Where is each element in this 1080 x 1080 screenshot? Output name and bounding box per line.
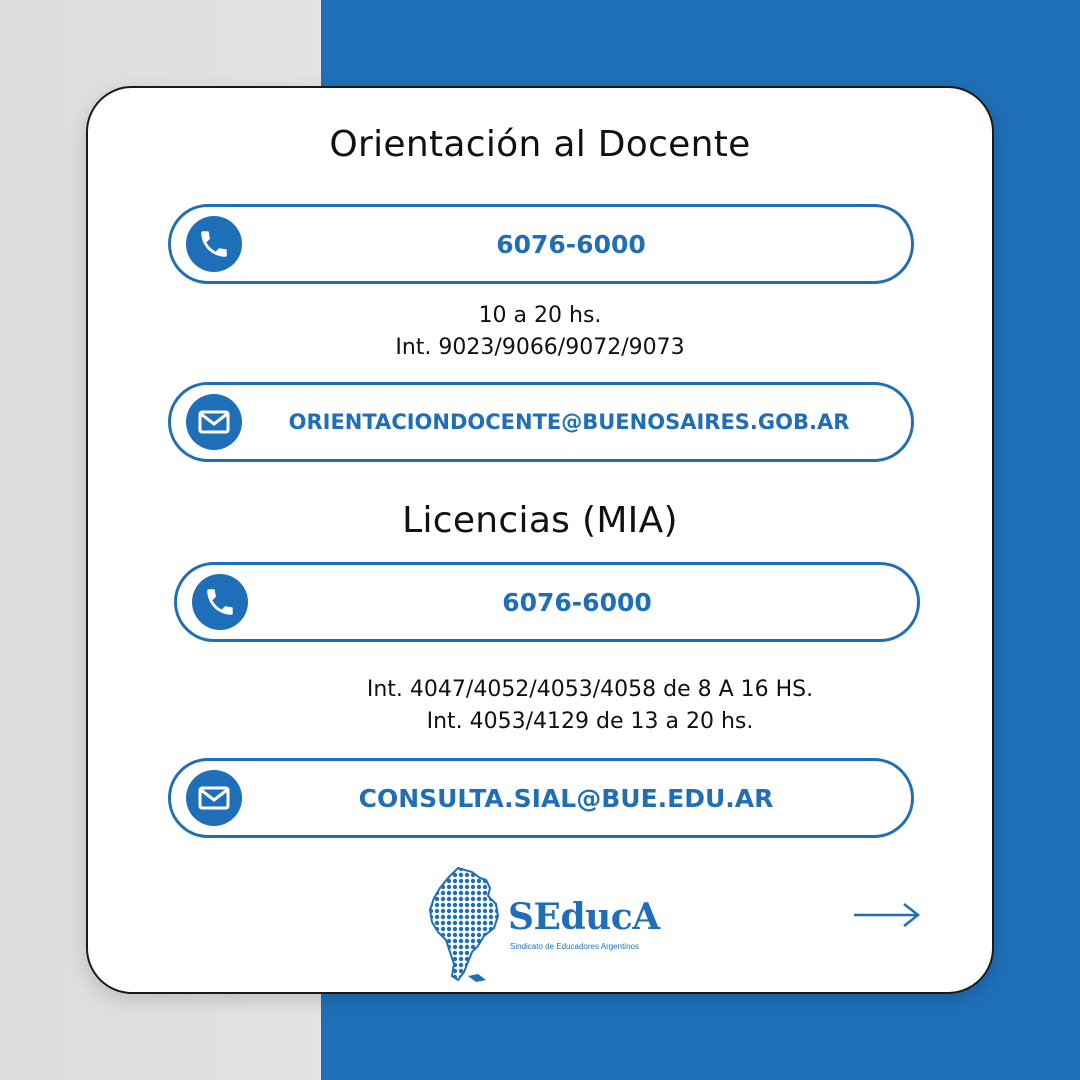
mail-icon: [186, 770, 242, 826]
phone-pill-orientacion[interactable]: [168, 204, 914, 284]
phone-pill-licencias[interactable]: [174, 562, 920, 642]
section-title-licencias: Licencias (MIA): [402, 500, 678, 541]
info-line: Int. 4047/4052/4053/4058 de 8 A 16 HS.: [366, 677, 814, 702]
section-title-orientacion: Orientación al Docente: [329, 124, 751, 165]
hours-info-licencias: [88, 674, 992, 738]
hours-info-orientacion: [88, 300, 992, 364]
logo-subtitle: Sindicato de Educadores Argentinos: [510, 942, 639, 951]
phone-icon: [186, 216, 242, 272]
contact-card: [86, 86, 994, 994]
info-line: Int. 9023/9066/9072/9073: [395, 335, 685, 360]
email-pill-licencias[interactable]: [168, 758, 914, 838]
mail-icon: [186, 394, 242, 450]
arrow-right-icon[interactable]: [852, 900, 922, 930]
email-address: CONSULTA.SIAL@BUE.EDU.AR: [358, 783, 774, 813]
logo-wordmark: SEducA: [508, 896, 660, 938]
phone-number: 6076-6000: [502, 587, 652, 617]
info-line: Int. 4053/4129 de 13 a 20 hs.: [426, 709, 754, 734]
argentina-map-icon: [428, 866, 506, 984]
phone-icon: [192, 574, 248, 630]
info-line: 10 a 20 hs.: [478, 303, 602, 328]
email-pill-orientacion[interactable]: [168, 382, 914, 462]
phone-number: 6076-6000: [496, 229, 646, 259]
seduca-logo: [428, 866, 668, 984]
email-address: ORIENTACIONDOCENTE@BUENOSAIRES.GOB.AR: [288, 410, 850, 434]
